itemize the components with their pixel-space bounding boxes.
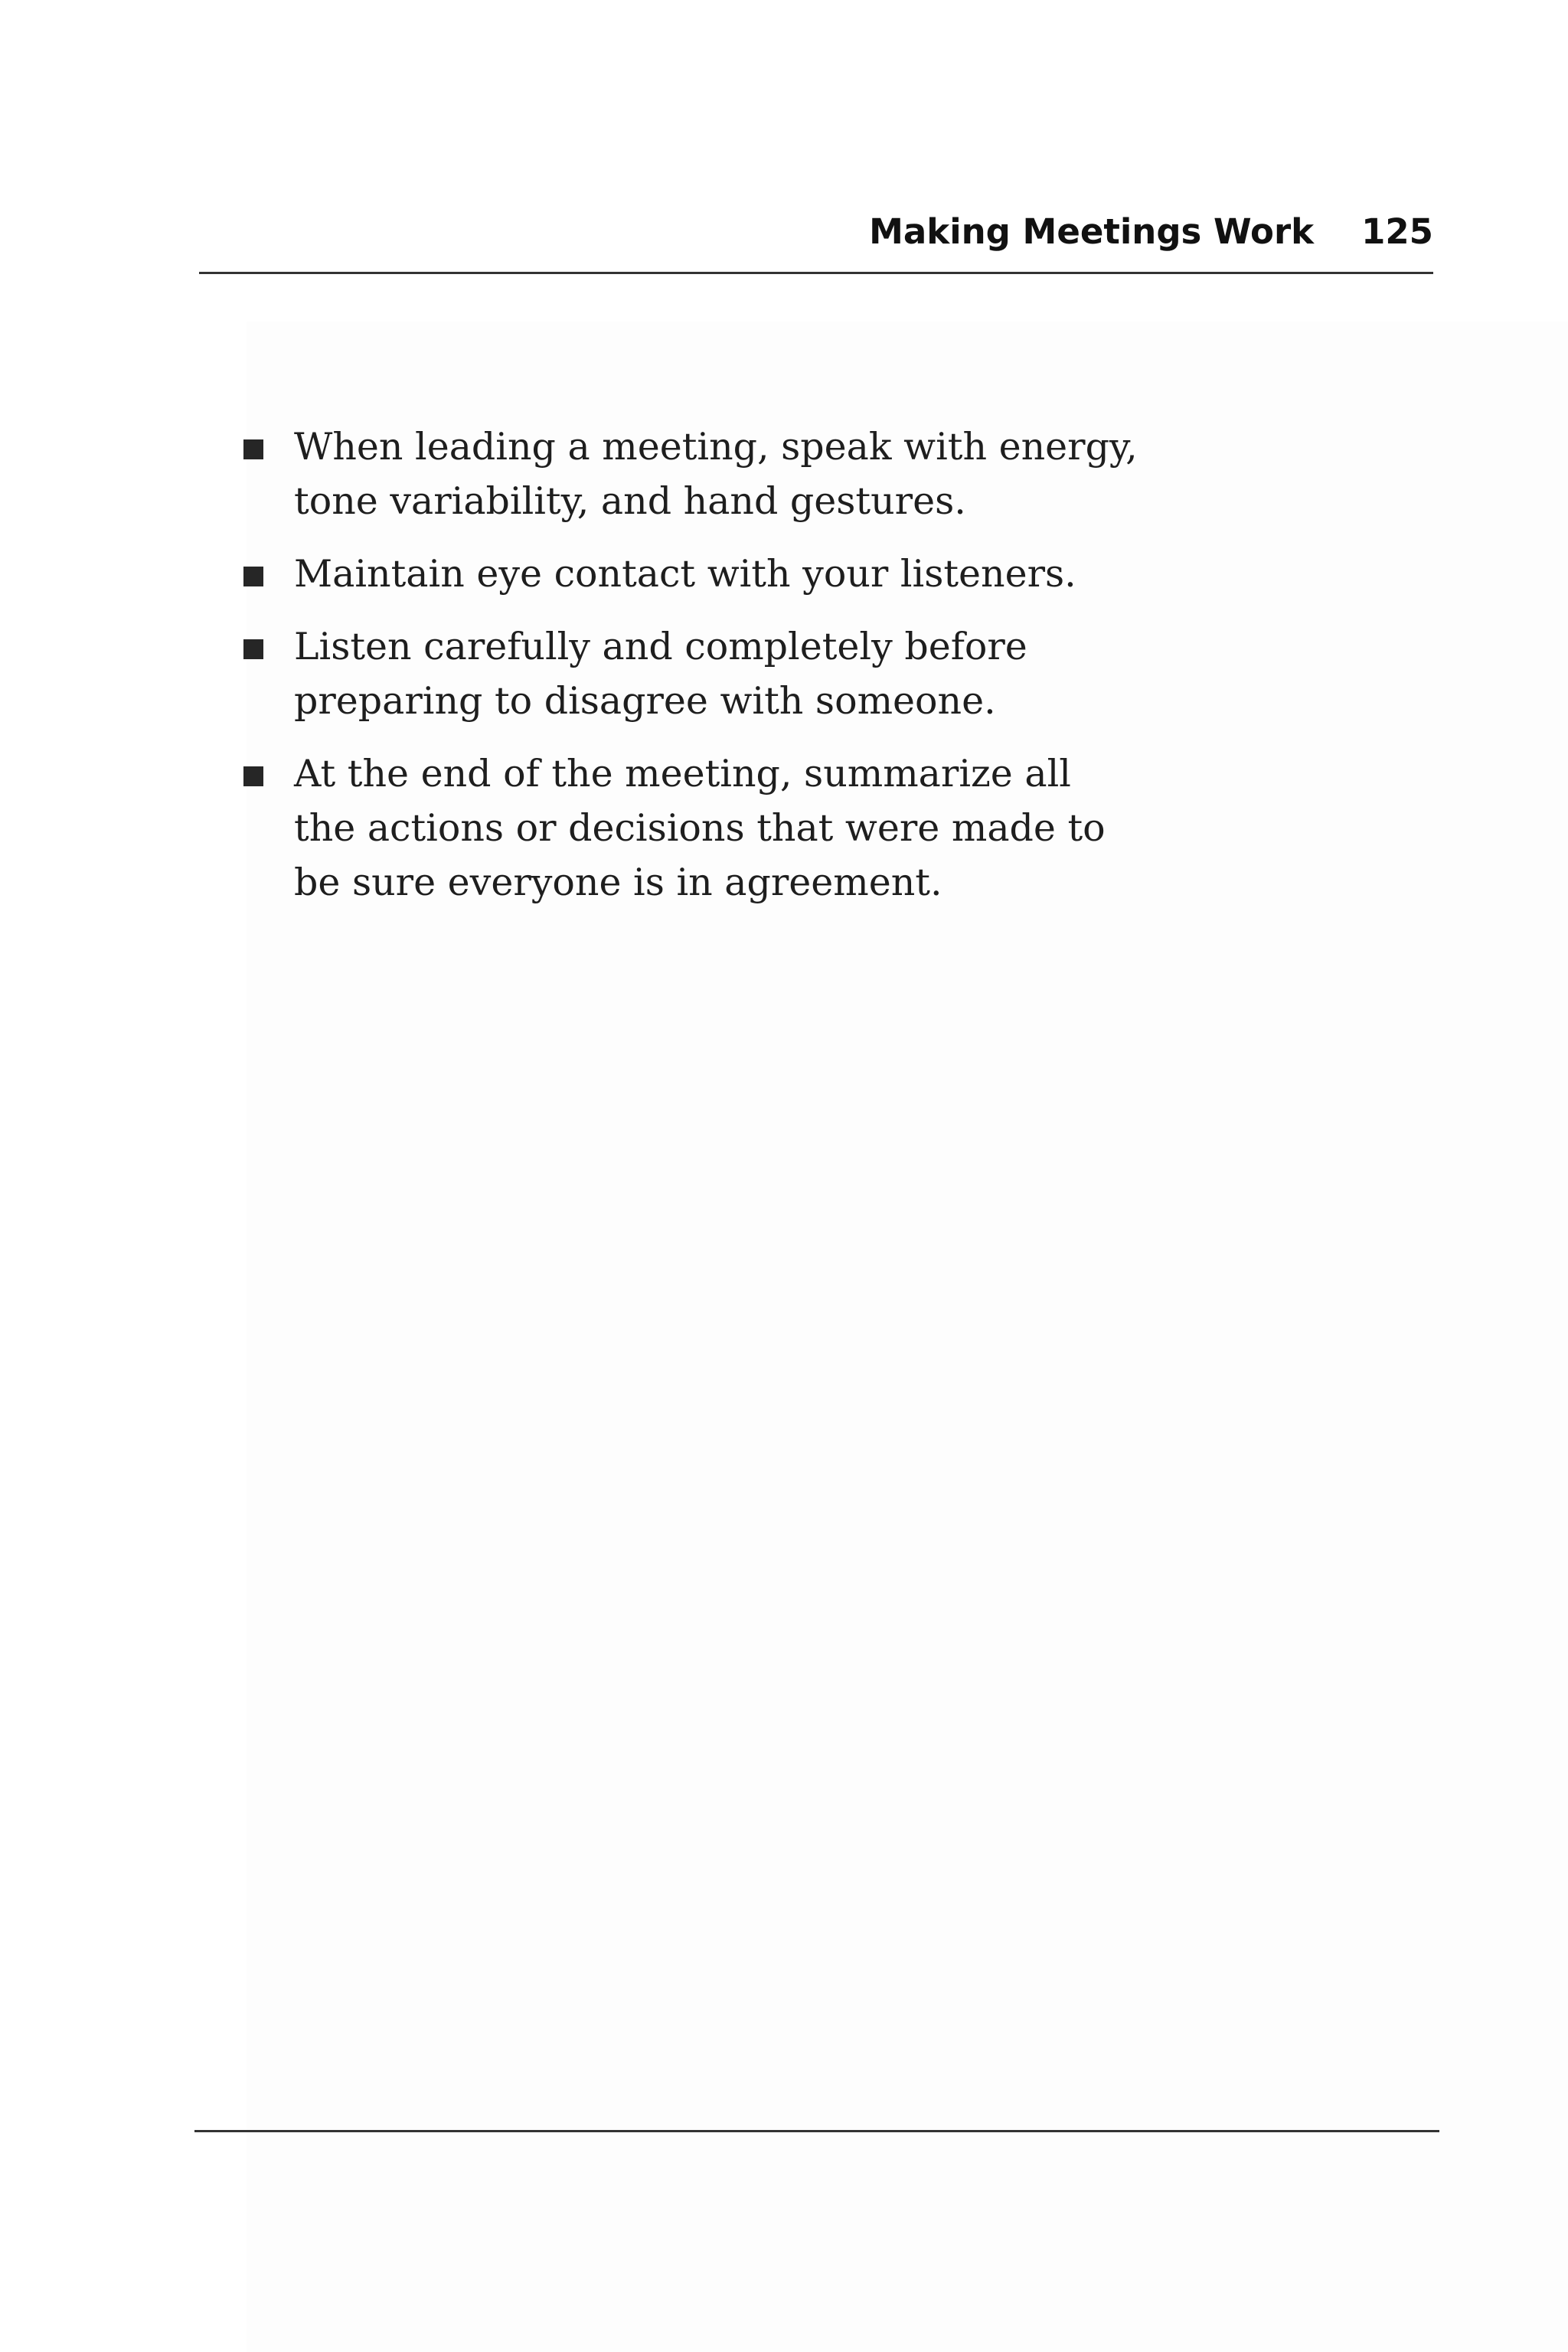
- square-bullet-icon: [243, 439, 263, 459]
- bullet-line: Listen carefully and completely before: [294, 625, 1027, 668]
- bullet-item: [243, 547, 1185, 601]
- running-header: [842, 211, 1433, 260]
- bullet-item: [243, 746, 1185, 910]
- bullet-line: Maintain eye contact with your listeners.: [294, 552, 1076, 596]
- header-rule: [199, 272, 1433, 274]
- bullet-item: [243, 420, 1185, 528]
- square-bullet-icon: [243, 639, 263, 659]
- bullet-line: the actions or decisions that were made to: [294, 806, 1106, 850]
- bullet-item: [243, 619, 1185, 728]
- bullet-line: When leading a meeting, speak with energy,: [294, 425, 1138, 469]
- bullet-list: [243, 420, 1185, 928]
- footer-rule: [194, 2130, 1439, 2132]
- bullet-line: tone variability, and hand gestures.: [294, 479, 966, 523]
- bullet-line: At the end of the meeting, summarize all: [294, 752, 1071, 795]
- running-title: Making Meetings Work: [869, 211, 1315, 252]
- bullet-line: preparing to disagree with someone.: [294, 679, 996, 723]
- bullet-line: be sure everyone is in agreement.: [294, 861, 942, 904]
- square-bullet-icon: [243, 567, 263, 586]
- page-number: 125: [1361, 211, 1433, 252]
- square-bullet-icon: [243, 766, 263, 786]
